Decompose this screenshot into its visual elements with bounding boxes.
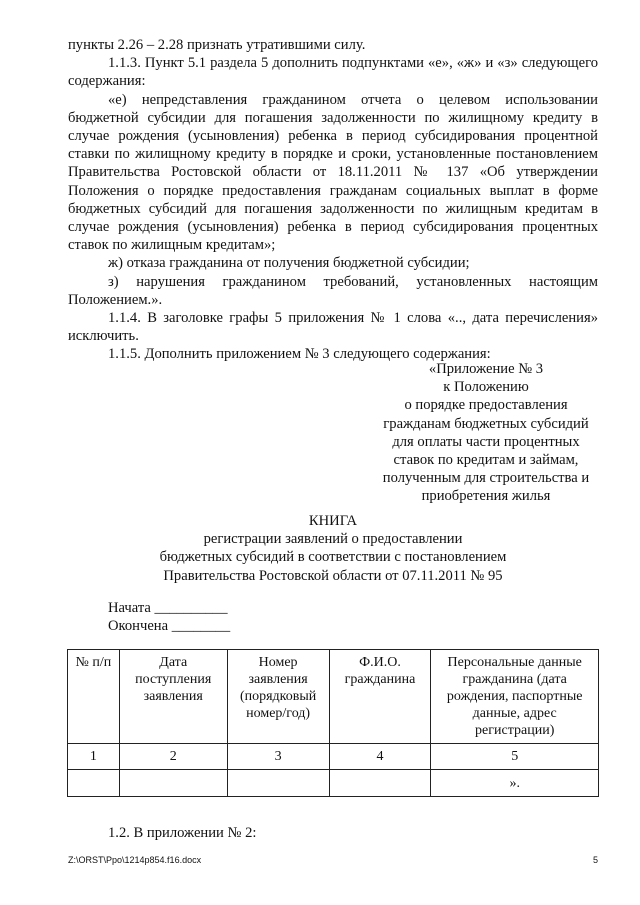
- paragraph-1-1-5: 1.1.5. Дополнить приложением № 3 следующего содержания:: [108, 346, 491, 363]
- header-cell: Дата поступления заявления: [119, 650, 227, 744]
- started-field: Начата __________: [108, 600, 228, 616]
- appendix-line: ставок по кредитам и займам,: [393, 452, 579, 469]
- page-number: 5: [592, 855, 598, 865]
- registration-table: [67, 649, 599, 797]
- subitem-zh: ж) отказа гражданина от получения бюджетной субсидии;: [108, 255, 470, 272]
- column-number: 1: [68, 744, 120, 770]
- column-number: 5: [431, 744, 599, 770]
- file-path: Z:\ORST\Ppo\1214p854.f16.docx: [68, 855, 202, 865]
- book-subtitle-line: регистрации заявлений о предоставлении: [203, 531, 463, 548]
- column-number: 4: [329, 744, 431, 770]
- appendix-line: полученным для строительства и: [382, 470, 590, 487]
- paragraph-1-2: 1.2. В приложении № 2:: [108, 825, 257, 841]
- header-cell: № п/п: [68, 650, 120, 744]
- column-number: 2: [119, 744, 227, 770]
- ended-field: Окончена ________: [108, 618, 231, 635]
- subitem-e: «е) непредставления гражданином отчета о целевом использовании бюджетной субсидии для погашения задолженности по жилищному кредиту в случае рождения (усыновления) ребенка в период субсидирования процентной ставки по жилищному кредиту в порядке и сроки, установленные постановлением Правительства Ростовской области от 18.11.2011 № 137 «Об утверждении Положения о порядке предоставления гражданам социальных выплат в форме бюджетных субсидий для погашения задолженности по жилищным кредитам в случае рождения (усыновления) ребенка в период субсидирования процентных ставок по жилищным кредитам»;: [68, 91, 598, 254]
- book-dates: [108, 599, 230, 635]
- paragraph-1-1-4: 1.1.4. В заголовке графы 5 приложения № 1 слова «.., дата перечисления» исключить.: [68, 310, 598, 345]
- empty-cell: [227, 770, 329, 797]
- book-subtitle-line: Правительства Ростовской области от 07.11.2011 № 95: [163, 567, 503, 584]
- appendix-line: о порядке предоставления: [404, 397, 568, 414]
- header-cell: Персональные данные гражданина (дата рождения, паспортные данные, адрес регистрации): [431, 650, 599, 744]
- appendix-line: приобретения жилья: [421, 488, 551, 505]
- appendix-line: к Положению: [443, 379, 529, 396]
- column-number: 3: [227, 744, 329, 770]
- paragraph-1: пункты 2.26 – 2.28 признать утратившими силу.: [68, 37, 366, 53]
- table-header-row: [68, 650, 599, 744]
- document-body: [68, 36, 598, 364]
- page-footer: [68, 855, 598, 865]
- paragraph-1-1-3: 1.1.3. Пункт 5.1 раздела 5 дополнить подпунктами «е», «ж» и «з» следующего содержания:: [68, 55, 598, 90]
- book-title: [68, 512, 598, 585]
- header-cell: Ф.И.О. гражданина: [329, 650, 431, 744]
- book-heading: КНИГА: [308, 513, 358, 529]
- empty-cell: [119, 770, 227, 797]
- appendix-header: [370, 360, 602, 506]
- empty-cell: [329, 770, 431, 797]
- appendix-line: «Приложение № 3: [428, 361, 544, 377]
- subitem-z: з) нарушения гражданином требований, установленных настоящим Положением.».: [68, 273, 598, 308]
- empty-cell: [68, 770, 120, 797]
- table-empty-row: [68, 770, 599, 797]
- closing-quote: ».: [431, 770, 599, 797]
- table-number-row: [68, 744, 599, 770]
- appendix-line: для оплаты части процентных: [392, 433, 580, 450]
- book-subtitle-line: бюджетных субсидий в соответствии с постановлением: [159, 549, 507, 566]
- appendix-line: гражданам бюджетных субсидий: [383, 415, 589, 432]
- header-cell: Номер заявления (порядковый номер/год): [227, 650, 329, 744]
